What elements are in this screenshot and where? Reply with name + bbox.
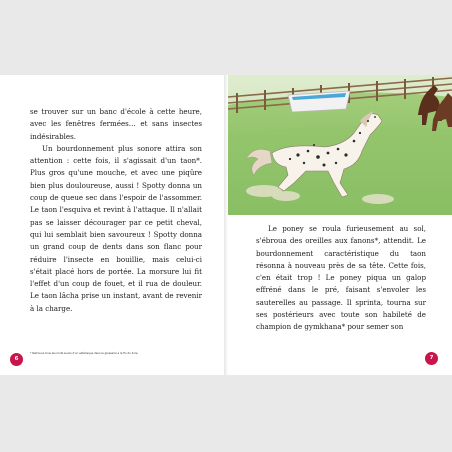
page-number-right: 7	[425, 352, 438, 365]
water-trough	[288, 91, 350, 112]
page-number-left: 6	[10, 353, 23, 366]
illustration-horse-meadow	[228, 75, 452, 215]
left-paragraph-1: se trouver sur un banc d'école à cette heure, avec les fenêtres fermées… et sans insectes indésirables.	[30, 107, 202, 141]
book-spread	[0, 75, 452, 375]
left-paragraph-2: Un bourdonnement plus sonore attira son attention : cette fois, il s'agissait d'un taon*. Plus gros qu'une mouche, et avec une piqûre bien plus douloureuse, aussi ! Spotty donna un coup de queue sec dans l'espoir de l'assommer. Le taon l'esquiva et revint à l'attaque. Il n'allait pas se laisser décourager par ce petit cheval, qui lui semblait bien savoureux ! Spotty donna un grand coup de dents dans son flanc pour réduire l'insecte en bouillie, mais celui-ci s'était placé hors de portée. La morsure lui fit l'effet d'un coup de fouet, et il rua de douleur. Le taon lâcha prise un instant, avant de revenir à la charge.	[30, 143, 202, 313]
meadow-scene-svg	[228, 75, 452, 215]
right-paragraph-1: Le poney se roula furieusement au sol, s'ébroua des oreilles aux fanons*, attendit. Le bourdonnement caractéristique du taon résonna à nouveau près de sa tête. Cette fois, c'en était trop ! Le poney piqua un galop effréné dans le pré, faisant s'envoler les sauterelles au passage. Il sprinta, tourna sur ses postérieurs avec toute son habileté de champion de gymkhana* pour semer son	[256, 224, 426, 332]
right-page-text	[256, 223, 426, 334]
footnote: * Retrouve tous les mots suivis d'un astérisque dans le glossaire à la fin du livre.	[30, 351, 139, 355]
left-page-text	[30, 106, 202, 315]
